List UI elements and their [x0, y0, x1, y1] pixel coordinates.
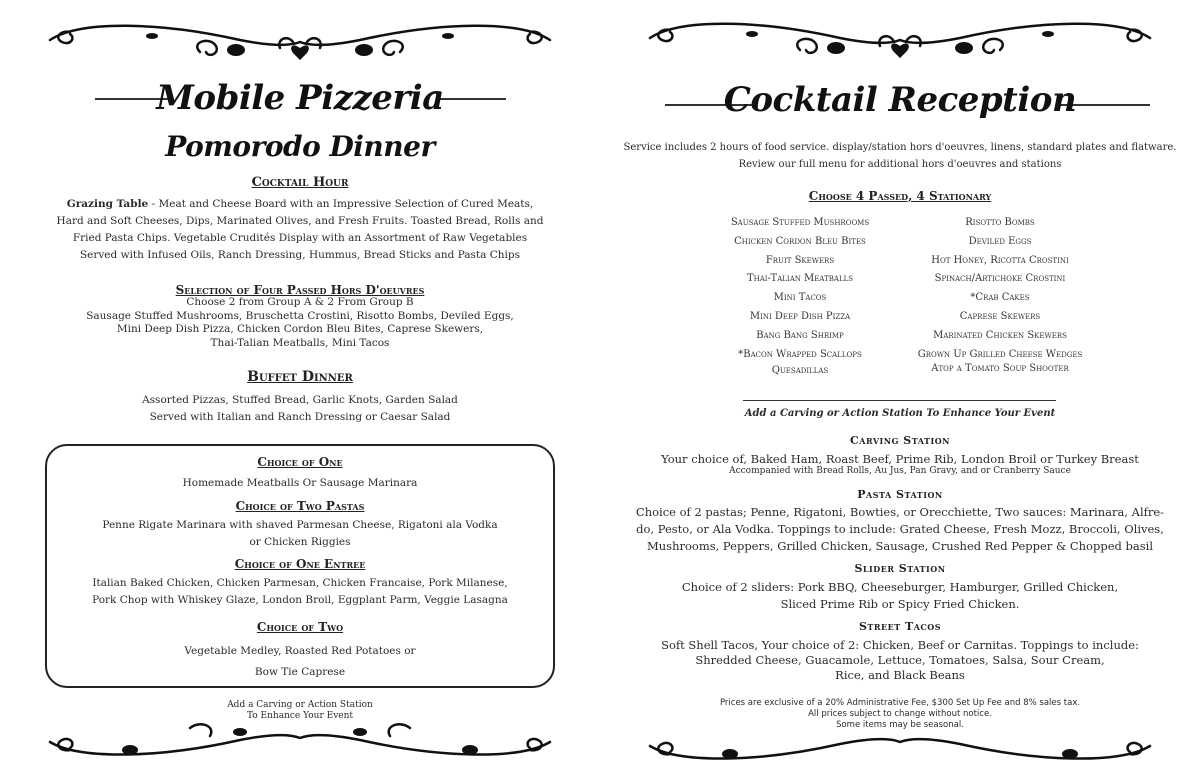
passed-hors-doeuvres-text: Choose 2 from Group A & 2 From Group B Sausage Stuffed Mushrooms, Bruschetta Crostini, Risotto Bombs, Deviled Eggs, Mini Deep Dish Pizza, Chicken Cordon Bleu Bites, Caprese Skewers, Thai-Talian Meatballs, Mini Tacos: [86, 296, 514, 349]
grazing-line: Fried Pasta Chips. Vegetable Crudités Display with an Assortment of Raw Vegetables: [72, 232, 528, 244]
grazing-line: Hard and Soft Cheeses, Dips, Marinated Olives, and Fresh Fruits. Toasted Bread, Rolls and: [56, 215, 544, 227]
grazing-table-text: Grazing Table - Meat and Cheese Board with an Impressive Selection of Cured Meats, Hard and Soft Cheeses, Dips, Marinated Olives, and Fresh Fruits. Toasted Bread, Rolls and Fried Pasta Chips. Vegetable Crudités Display with an Assortment of Raw Vegetables Served with Infused Oils, Ranch Dressing, Hummus, Bread Sticks and Pasta Chips: [56, 198, 544, 261]
list-item: Fruit Skewers: [765, 254, 835, 266]
top-flourish-ornament: [40, 12, 560, 72]
choice-entree-text: Italian Baked Chicken, Chicken Parmesan, Chicken Francaise, Pork Milanese, Pork Chop with Whiskey Glaze, London Broil, Eggplant Parm, Veggie Lasagna: [92, 577, 508, 606]
carving-station-heading: Carving Station: [850, 434, 950, 447]
passed-hors-doeuvres-heading: Selection of Four Passed Hors D'oeuvres: [175, 283, 425, 297]
choice-two-pastas-heading: Choice of Two Pastas: [235, 499, 365, 513]
choice-of-one-heading: Choice of One: [257, 455, 343, 469]
list-item: Thai-Talian Meatballs: [746, 273, 854, 285]
buffet-dinner-heading: Buffet Dinner: [247, 369, 353, 385]
list-item: Grown Up Grilled Cheese Wedges: [917, 348, 1083, 360]
pasta-station-heading: Pasta Station: [857, 488, 943, 501]
hors-doeuvres-list-left: [700, 214, 900, 379]
list-item: Sausage Stuffed Mushrooms: [730, 217, 870, 228]
top-flourish-ornament: [640, 10, 1160, 70]
enhance-note: Add a Carving or Action Station To Enhance Your Event: [744, 408, 1056, 419]
bottom-flourish-ornament: [40, 712, 560, 768]
choice-of-one-text: Homemade Meatballs Or Sausage Marinara: [182, 477, 418, 489]
section-divider: [743, 400, 1056, 401]
list-item: Caprese Skewers: [959, 310, 1041, 322]
carving-station-text: Your choice of, Baked Ham, Roast Beef, Prime Rib, London Broil or Turkey Breast: [661, 452, 1139, 466]
list-item: Bang Bang Shrimp: [756, 329, 844, 341]
list-item: Mini Deep Dish Pizza: [749, 310, 851, 322]
carving-station-note: Accompanied with Bread Rolls, Au Jus, Pan Gravy, and or Cranberry Sauce: [729, 466, 1071, 476]
hors-doeuvres-list-right: [900, 214, 1100, 375]
service-intro: Service includes 2 hours of food service. display/station hors d'oeuvres, linens, standard plates and flatware. Review our full menu for additional hors d'oeuvres and stations: [623, 142, 1177, 170]
bottom-flourish-ornament: [640, 716, 1160, 772]
left-footer-note: Add a Carving or Action Station To Enhance Your Event: [227, 700, 373, 721]
slider-station-text: Choice of 2 sliders: Pork BBQ, Cheeseburger, Hamburger, Grilled Chicken, Sliced Prime Rib or Spicy Fried Chicken.: [681, 580, 1119, 611]
grazing-line: Served with Infused Oils, Ranch Dressing, Hummus, Bread Sticks and Pasta Chips: [79, 249, 521, 261]
list-item: Marinated Chicken Skewers: [933, 329, 1067, 341]
choice-two-pastas-text: Penne Rigate Marinara with shaved Parmesan Cheese, Rigatoni ala Vodka or Chicken Riggies: [102, 519, 498, 548]
page-title: Mobile Pizzeria: [156, 78, 444, 118]
street-tacos-text: Soft Shell Tacos, Your choice of 2: Chicken, Beef or Carnitas. Toppings to include: Shredded Cheese, Guacamole, Lettuce, Tomatoes, Salsa, Sour Cream, Rice, and Black Beans: [661, 638, 1139, 682]
pasta-station-text: Choice of 2 pastas; Penne, Rigatoni, Bowties, or Orecchiette, Two sauces: Marinara, Alfre- do, Pesto, or Ala Vodka. Toppings to include: Grated Cheese, Fresh Mozz, Broccoli, Olives, Mushrooms, Peppers, Grilled Chicken, Sausage, Crushed Red Pepper & Chopped basil: [635, 505, 1165, 553]
choice-entree-heading: Choice of One Entree: [234, 557, 366, 571]
choose-passed-stationary-heading: Choose 4 Passed, 4 Stationary: [808, 189, 992, 203]
slider-station-heading: Slider Station: [854, 562, 946, 575]
cocktail-hour-heading: Cocktail Hour: [251, 175, 349, 190]
page-title: Cocktail Reception: [723, 80, 1077, 120]
list-item: Hot Honey, Ricotta Crostini: [931, 254, 1069, 266]
list-item: Quesadillas: [771, 364, 829, 376]
choice-of-two-heading: Choice of Two: [256, 620, 344, 634]
buffet-dinner-text: Assorted Pizzas, Stuffed Bread, Garlic Knots, Garden Salad Served with Italian and Ranch Dressing or Caesar Salad: [142, 394, 458, 423]
list-item: *Bacon Wrapped Scallops: [738, 348, 862, 360]
right-menu-page: [600, 0, 1200, 776]
pricing-disclaimer: Prices are exclusive of a 20% Administrative Fee, $300 Set Up Fee and 8% sales tax. All prices subject to change without notice. Some items may be seasonal.: [719, 698, 1081, 730]
list-item: Spinach/Artichoke Crostini: [934, 273, 1066, 285]
list-item: Risotto Bombs: [965, 217, 1035, 228]
list-item: Mini Tacos: [773, 292, 827, 304]
list-item: Atop a Tomato Soup Shooter: [931, 362, 1069, 374]
list-item: Chicken Cordon Bleu Bites: [734, 235, 866, 247]
grazing-table-label: Grazing Table: [66, 198, 149, 210]
choice-of-two-text: Vegetable Medley, Roasted Red Potatoes or Bow Tie Caprese: [184, 645, 416, 678]
list-item: Deviled Eggs: [968, 235, 1032, 247]
page-subtitle: Pomorodo Dinner: [165, 130, 435, 163]
list-item: *Crab Cakes: [970, 292, 1030, 304]
street-tacos-heading: Street Tacos: [858, 620, 942, 633]
passed-subheading: Choose 2 from Group A & 2 From Group B: [186, 296, 414, 308]
